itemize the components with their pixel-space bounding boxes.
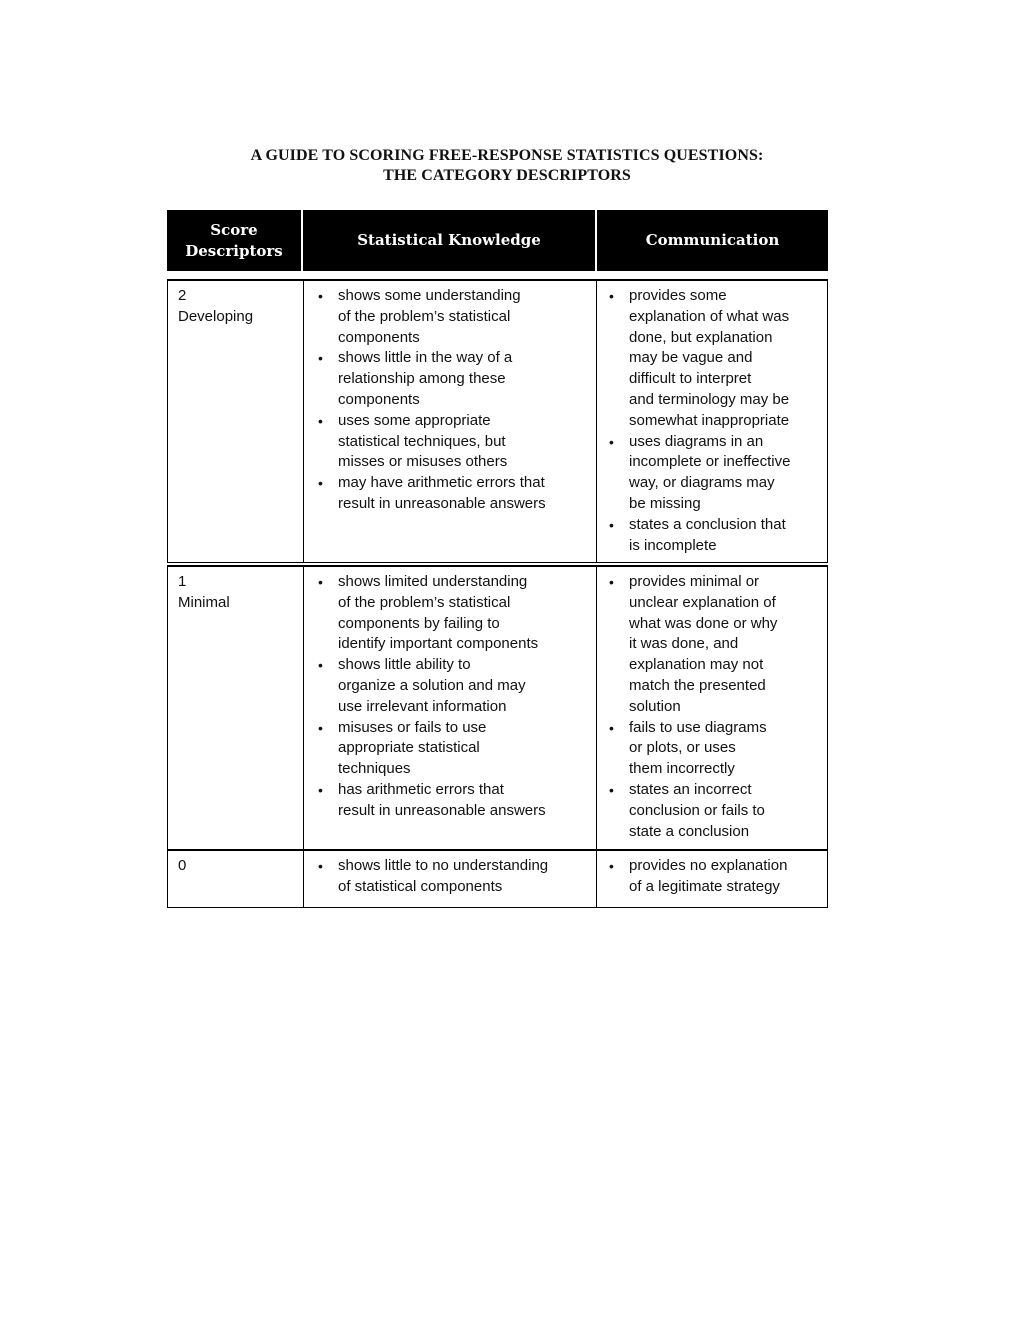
bullet-icon: •: [609, 781, 614, 798]
bullet-text: may have arithmetic errors that result in unreasonable answers: [338, 474, 546, 512]
bullet-text: uses diagrams in an incomplete or ineffective way, or diagrams may be missing: [629, 432, 791, 512]
bullet-item: [609, 780, 827, 842]
bullet-item: [318, 655, 596, 717]
bullet-icon: •: [609, 433, 614, 450]
table-header: [167, 210, 828, 271]
bullet-icon: •: [318, 781, 323, 798]
bullet-icon: •: [318, 475, 323, 492]
bullet-text: shows little in the way of a relationship among these components: [338, 349, 513, 408]
bullet-text: shows limited understanding of the problem’s statistical components by failing to identify important components: [338, 573, 539, 653]
bullet-icon: •: [318, 574, 323, 590]
communication-cell: [597, 281, 827, 562]
bullet-icon: •: [318, 288, 323, 304]
bullet-item: [318, 473, 596, 515]
header-statistical-knowledge: Statistical Knowledge: [301, 210, 597, 271]
bullet-icon: •: [318, 719, 323, 736]
bullet-text: fails to use diagrams or plots, or uses them incorrectly: [629, 718, 767, 778]
bullet-text: uses some appropriate statistical techniques, but misses or misuses others: [338, 411, 508, 471]
bullet-text: provides some explanation of what was done, but explanation may be vague and difficult to interpret and terminology may be somewhat inappropriate: [629, 287, 790, 429]
bullet-item: [318, 718, 596, 780]
bullet-text: shows some understanding of the problem’s statistical components: [338, 287, 521, 346]
bullet-item: [609, 856, 827, 898]
table-row-developing: [167, 280, 828, 563]
bullet-text: shows little to no understanding of statistical components: [338, 857, 549, 895]
bullet-icon: •: [609, 719, 614, 736]
score-cell: [168, 851, 304, 907]
document-title: [0, 146, 1014, 186]
bullet-icon: •: [609, 288, 614, 304]
bullet-icon: •: [609, 516, 614, 533]
score-label: Minimal: [178, 593, 230, 611]
header-score-descriptors: Score Descriptors: [185, 220, 283, 260]
score-cell: [168, 567, 304, 849]
bullet-item: [318, 286, 596, 348]
bullet-icon: •: [609, 858, 614, 874]
bullet-text: provides minimal or unclear explanation of what was done or why it was done, and explanation may not match the presented solution: [629, 573, 778, 715]
bullet-text: shows little ability to organize a solution and may use irrelevant information: [338, 656, 526, 715]
bullet-icon: •: [318, 350, 323, 367]
table-row-zero: [167, 850, 828, 908]
bullet-item: [609, 572, 827, 718]
bullet-text: provides no explanation of a legitimate strategy: [629, 857, 788, 895]
scoring-rubric-table: [167, 210, 828, 895]
bullet-icon: •: [318, 657, 323, 674]
bullet-text: states an incorrect conclusion or fails to state a conclusion: [629, 780, 765, 840]
bullet-item: [318, 856, 596, 898]
bullet-item: [609, 286, 827, 432]
score-value: 1: [178, 573, 187, 590]
bullet-item: [609, 718, 827, 780]
title-line-2: THE CATEGORY DESCRIPTORS: [383, 167, 631, 184]
bullet-text: misuses or fails to use appropriate statistical techniques: [338, 718, 487, 778]
bullet-item: [609, 515, 827, 557]
communication-cell: [597, 851, 827, 907]
bullet-icon: •: [318, 412, 323, 429]
score-value: 2: [178, 287, 187, 304]
knowledge-cell: [304, 281, 597, 562]
bullet-icon: •: [609, 574, 614, 590]
communication-cell: [597, 567, 827, 849]
knowledge-cell: [304, 567, 597, 849]
score-cell: [168, 281, 304, 562]
knowledge-cell: [304, 851, 597, 907]
bullet-item: [318, 780, 596, 822]
bullet-item: [318, 572, 596, 655]
header-communication: Communication: [645, 231, 780, 249]
score-value: 0: [178, 857, 187, 874]
bullet-text: has arithmetic errors that result in unreasonable answers: [338, 780, 546, 819]
title-line-1: A GUIDE TO SCORING FREE-RESPONSE STATISTICS QUESTIONS:: [250, 147, 764, 164]
score-label: Developing: [178, 307, 254, 325]
bullet-item: [609, 432, 827, 515]
table-row-minimal: [167, 566, 828, 850]
bullet-item: [318, 411, 596, 473]
bullet-item: [318, 348, 596, 410]
bullet-icon: •: [318, 858, 323, 874]
bullet-text: states a conclusion that is incomplete: [629, 515, 786, 554]
